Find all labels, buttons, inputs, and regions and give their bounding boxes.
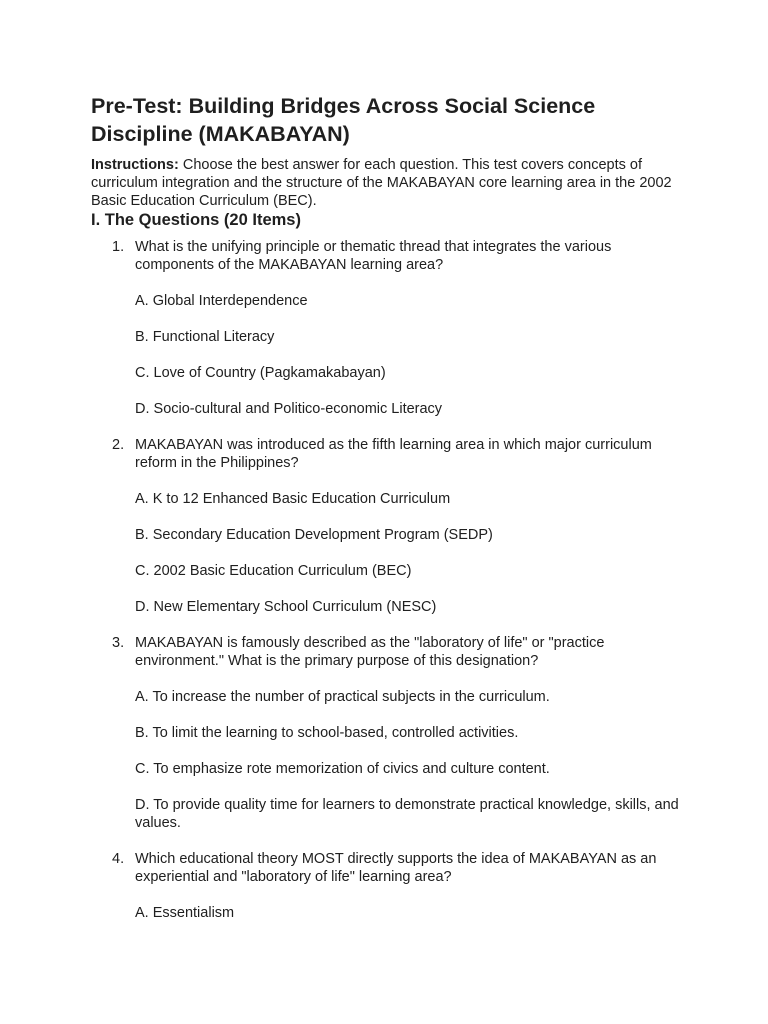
- answer-option: D. New Elementary School Curriculum (NESC): [135, 599, 437, 615]
- answer-option: A. To increase the number of practical subjects in the curriculum.: [135, 689, 550, 705]
- question-number: 4.: [112, 851, 125, 867]
- answer-option: D. To provide quality time for learners to demonstrate practical knowledge, skills, and values.: [135, 797, 679, 831]
- instructions-text: Choose the best answer for each question. This test covers concepts of curriculum integration and the structure of the MAKABAYAN core learning area in the 2002 Basic Education Curriculum (BEC).: [91, 157, 672, 209]
- question-text: MAKABAYAN was introduced as the fifth learning area in which major curriculum reform in the Philippines?: [135, 437, 652, 471]
- page-title: Pre-Test: Building Bridges Across Social Science Discipline (MAKABAYAN): [91, 94, 596, 146]
- question-text: Which educational theory MOST directly supports the idea of MAKABAYAN as an experiential and "laboratory of life" learning area?: [135, 851, 657, 885]
- question-number: 2.: [112, 437, 125, 453]
- question-number: 3.: [112, 635, 125, 651]
- answer-option: A. Global Interdependence: [135, 293, 308, 309]
- answer-option: C. To emphasize rote memorization of civics and culture content.: [135, 761, 550, 777]
- section-heading: I. The Questions (20 Items): [91, 211, 301, 229]
- answer-option: D. Socio-cultural and Politico-economic Literacy: [135, 401, 443, 417]
- answer-option: A. Essentialism: [135, 905, 235, 921]
- document-page: [91, 92, 691, 940]
- answer-option: C. 2002 Basic Education Curriculum (BEC): [135, 563, 412, 579]
- answer-option: A. K to 12 Enhanced Basic Education Curriculum: [135, 491, 451, 507]
- question-list: [91, 238, 691, 922]
- question-text: MAKABAYAN is famously described as the "laboratory of life" or "practice environment." What is the primary purpose of this designation?: [135, 635, 605, 669]
- question-text: What is the unifying principle or thematic thread that integrates the various components of the MAKABAYAN learning area?: [135, 239, 612, 273]
- question-number: 1.: [112, 239, 125, 255]
- question-item: [91, 436, 691, 616]
- instructions-paragraph: [91, 156, 691, 210]
- answer-option: B. Functional Literacy: [135, 329, 275, 345]
- answer-option: C. Love of Country (Pagkamakabayan): [135, 365, 386, 381]
- question-item: [91, 238, 691, 418]
- answer-option: B. Secondary Education Development Program (SEDP): [135, 527, 493, 543]
- question-item: [91, 850, 691, 922]
- answer-option: B. To limit the learning to school-based, controlled activities.: [135, 725, 519, 741]
- question-item: [91, 634, 691, 832]
- instructions-label: Instructions:: [91, 157, 179, 173]
